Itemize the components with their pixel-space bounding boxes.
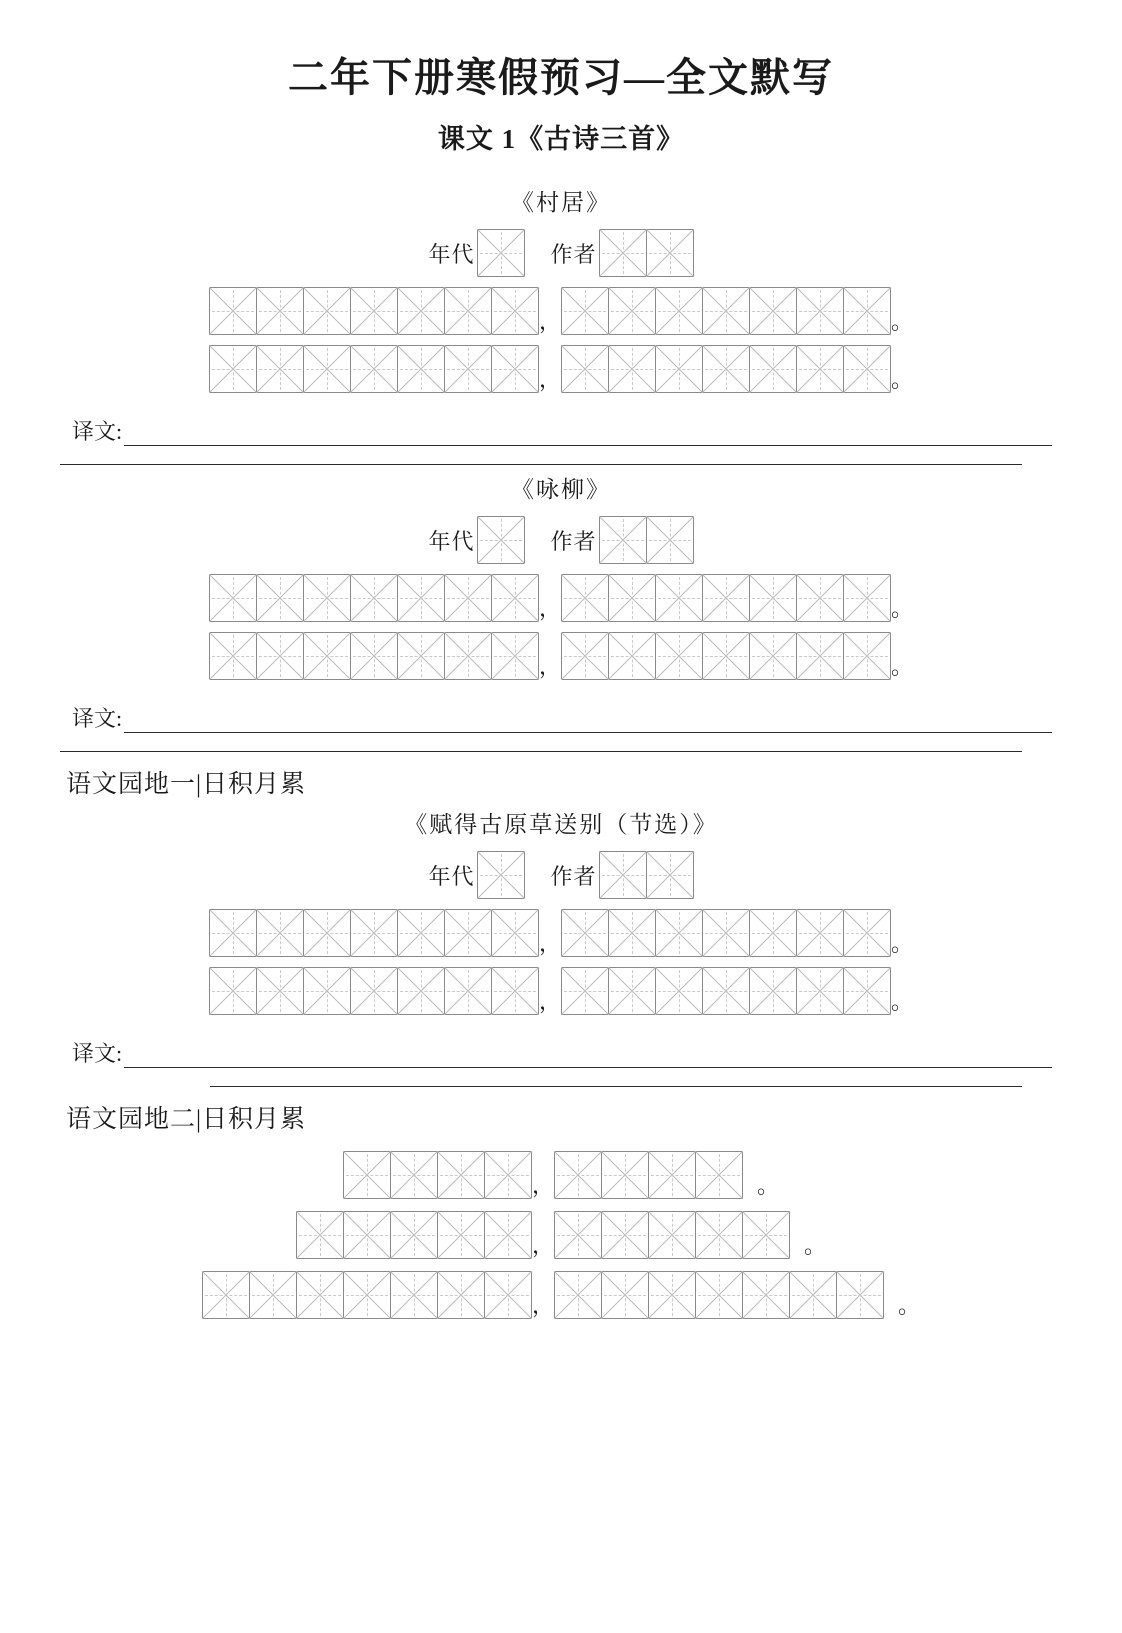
verse-cells-right[interactable] — [561, 287, 891, 335]
grid-cell[interactable] — [554, 1271, 602, 1319]
page-title: 二年下册寒假预习—全文默写 — [288, 55, 834, 100]
grid-cell[interactable] — [444, 287, 492, 335]
translation-input[interactable] — [124, 710, 1052, 733]
grid-cell[interactable] — [655, 967, 703, 1015]
grid-cell[interactable] — [249, 1271, 297, 1319]
grid-cell[interactable] — [209, 909, 257, 957]
verse-cells-left[interactable] — [209, 345, 539, 393]
grid-cell[interactable] — [256, 345, 304, 393]
grid-cell[interactable] — [491, 632, 539, 680]
grid-cell[interactable] — [343, 1151, 391, 1199]
grid-cell[interactable] — [749, 287, 797, 335]
grid-cell[interactable] — [648, 1211, 696, 1259]
grid-cell[interactable] — [256, 967, 304, 1015]
comma-mark: ， — [532, 1173, 555, 1198]
grid-cell[interactable] — [437, 1271, 485, 1319]
grid-cell[interactable] — [561, 632, 609, 680]
grid-cell[interactable] — [843, 967, 891, 1015]
grid-cell[interactable] — [209, 345, 257, 393]
grid-cell[interactable] — [655, 345, 703, 393]
grid-cell[interactable] — [296, 1271, 344, 1319]
page-subtitle: 课文 1《古诗三首》 — [437, 124, 685, 154]
verse-row — [60, 1271, 1062, 1319]
grid-cell[interactable] — [608, 574, 656, 622]
grid-cell[interactable] — [477, 516, 525, 564]
grid-cell[interactable] — [209, 287, 257, 335]
grid-cell[interactable] — [843, 287, 891, 335]
grid-cell[interactable] — [484, 1211, 532, 1259]
translation-input[interactable] — [124, 423, 1052, 446]
section-yuandi-1 — [60, 764, 1062, 1087]
grid-cell[interactable] — [702, 287, 750, 335]
grid-cell[interactable] — [554, 1151, 602, 1199]
grid-cell[interactable] — [444, 574, 492, 622]
grid-cell[interactable] — [202, 1271, 250, 1319]
period-mark: 。 — [891, 596, 914, 621]
author-label: 作者 — [550, 241, 597, 267]
verse-row — [60, 1151, 1062, 1199]
grid-cell[interactable] — [836, 1271, 884, 1319]
grid-cell[interactable] — [397, 574, 445, 622]
section-cunju — [60, 184, 1062, 465]
grid-cell[interactable] — [843, 574, 891, 622]
comma-mark: ， — [532, 1293, 555, 1318]
grid-cell[interactable] — [796, 574, 844, 622]
grid-cell[interactable] — [390, 1151, 438, 1199]
verse-cells-right[interactable] — [561, 967, 891, 1015]
author-label: 作者 — [550, 528, 597, 554]
unit-heading: 语文园地二|日积月累 — [66, 1106, 307, 1133]
translation-row — [60, 702, 1062, 733]
grid-cell[interactable] — [843, 632, 891, 680]
grid-cell[interactable] — [397, 909, 445, 957]
comma-mark: ， — [532, 1233, 555, 1258]
grid-cell[interactable] — [648, 1151, 696, 1199]
grid-cell[interactable] — [303, 967, 351, 1015]
grid-cell[interactable] — [303, 909, 351, 957]
era-group — [428, 851, 524, 899]
era-label: 年代 — [428, 863, 475, 889]
era-label: 年代 — [428, 241, 475, 267]
comma-mark: ， — [539, 654, 562, 679]
grid-cell[interactable] — [655, 574, 703, 622]
period-mark: 。 — [891, 654, 914, 679]
grid-cell[interactable] — [655, 287, 703, 335]
grid-cell[interactable] — [749, 632, 797, 680]
worksheet-page — [0, 46, 1122, 1633]
grid-cell[interactable] — [695, 1151, 743, 1199]
grid-cell[interactable] — [601, 1211, 649, 1259]
grid-cell[interactable] — [702, 574, 750, 622]
verse-row — [60, 967, 1062, 1015]
grid-cell[interactable] — [209, 632, 257, 680]
author-label: 作者 — [550, 863, 597, 889]
grid-cell[interactable] — [477, 229, 525, 277]
verse-row — [60, 345, 1062, 393]
author-cells[interactable] — [599, 851, 694, 899]
grid-cell[interactable] — [789, 1271, 837, 1319]
translation-label: 译文: — [72, 419, 123, 444]
grid-cell[interactable] — [599, 229, 647, 277]
verse-row — [60, 632, 1062, 680]
grid-cell[interactable] — [209, 574, 257, 622]
grid-cell[interactable] — [256, 574, 304, 622]
section-divider — [60, 751, 1022, 752]
verse-cells-right[interactable] — [561, 632, 891, 680]
grid-cell[interactable] — [256, 287, 304, 335]
grid-cell[interactable] — [796, 287, 844, 335]
verse-row — [60, 574, 1062, 622]
grid-cell[interactable] — [608, 632, 656, 680]
verse-row — [60, 909, 1062, 957]
grid-cell[interactable] — [702, 345, 750, 393]
translation-label: 译文: — [72, 706, 123, 731]
era-group — [428, 229, 524, 277]
verse-cells-left[interactable] — [209, 287, 539, 335]
grid-cell[interactable] — [350, 909, 398, 957]
section-divider — [210, 1086, 1022, 1087]
grid-cell[interactable] — [397, 345, 445, 393]
grid-cell[interactable] — [397, 287, 445, 335]
grid-cell[interactable] — [796, 345, 844, 393]
poem-title: 《村居》 — [511, 190, 611, 215]
author-group — [551, 516, 694, 564]
verse-cells-left[interactable] — [209, 967, 539, 1015]
era-cells[interactable] — [477, 229, 525, 277]
grid-cell[interactable] — [296, 1211, 344, 1259]
grid-cell[interactable] — [742, 1271, 790, 1319]
grid-cell[interactable] — [350, 287, 398, 335]
grid-cell[interactable] — [256, 909, 304, 957]
comma-mark: ， — [539, 931, 562, 956]
translation-row — [60, 415, 1062, 446]
author-cells[interactable] — [599, 229, 694, 277]
comma-mark: ， — [539, 367, 562, 392]
grid-cell[interactable] — [491, 909, 539, 957]
grid-cell[interactable] — [444, 967, 492, 1015]
grid-cell[interactable] — [477, 851, 525, 899]
grid-cell[interactable] — [646, 851, 694, 899]
era-cells[interactable] — [477, 516, 525, 564]
grid-cell[interactable] — [843, 345, 891, 393]
verse-cells-right[interactable] — [554, 1151, 743, 1199]
grid-cell[interactable] — [561, 345, 609, 393]
grid-cell[interactable] — [749, 574, 797, 622]
grid-cell[interactable] — [444, 345, 492, 393]
comma-mark: ， — [539, 309, 562, 334]
comma-mark: ， — [539, 989, 562, 1014]
verse-cells-right[interactable] — [561, 909, 891, 957]
grid-cell[interactable] — [256, 632, 304, 680]
grid-cell[interactable] — [608, 345, 656, 393]
section-yongliu — [60, 471, 1062, 752]
section-yuandi-2 — [60, 1099, 1062, 1319]
grid-cell[interactable] — [444, 909, 492, 957]
grid-cell[interactable] — [702, 967, 750, 1015]
grid-cell[interactable] — [397, 967, 445, 1015]
grid-cell[interactable] — [655, 632, 703, 680]
meta-row — [60, 851, 1062, 899]
verse-cells-left[interactable] — [343, 1151, 532, 1199]
period-mark: 。 — [891, 989, 914, 1014]
grid-cell[interactable] — [796, 909, 844, 957]
meta-row — [60, 229, 1062, 277]
verse-cells-left[interactable] — [209, 632, 539, 680]
grid-cell[interactable] — [303, 287, 351, 335]
grid-cell[interactable] — [702, 632, 750, 680]
verse-cells-right[interactable] — [561, 574, 891, 622]
grid-cell[interactable] — [491, 345, 539, 393]
verse-row — [60, 1211, 1062, 1259]
translation-input[interactable] — [124, 1045, 1052, 1068]
verse-row — [60, 287, 1062, 335]
period-mark: 。 — [891, 931, 914, 956]
author-cells[interactable] — [599, 516, 694, 564]
period-mark: 。 — [891, 309, 914, 334]
grid-cell[interactable] — [491, 574, 539, 622]
grid-cell[interactable] — [343, 1211, 391, 1259]
grid-cell[interactable] — [608, 967, 656, 1015]
grid-cell[interactable] — [303, 574, 351, 622]
grid-cell[interactable] — [648, 1271, 696, 1319]
grid-cell[interactable] — [437, 1211, 485, 1259]
grid-cell[interactable] — [390, 1211, 438, 1259]
grid-cell[interactable] — [601, 1151, 649, 1199]
period-mark: 。 — [757, 1173, 780, 1198]
grid-cell[interactable] — [695, 1271, 743, 1319]
grid-cell[interactable] — [350, 967, 398, 1015]
comma-mark: ， — [539, 596, 562, 621]
meta-row — [60, 516, 1062, 564]
grid-cell[interactable] — [796, 967, 844, 1015]
translation-row — [60, 1037, 1062, 1068]
verse-cells-right[interactable] — [554, 1271, 884, 1319]
grid-cell[interactable] — [655, 909, 703, 957]
verse-cells-right[interactable] — [554, 1211, 790, 1259]
grid-cell[interactable] — [491, 287, 539, 335]
grid-cell[interactable] — [601, 1271, 649, 1319]
grid-cell[interactable] — [796, 632, 844, 680]
grid-cell[interactable] — [390, 1271, 438, 1319]
verse-cells-right[interactable] — [561, 345, 891, 393]
verse-cells-left[interactable] — [202, 1271, 532, 1319]
grid-cell[interactable] — [561, 574, 609, 622]
period-mark: 。 — [891, 367, 914, 392]
grid-cell[interactable] — [350, 574, 398, 622]
grid-cell[interactable] — [343, 1271, 391, 1319]
unit-heading: 语文园地一|日积月累 — [66, 771, 307, 798]
era-cells[interactable] — [477, 851, 525, 899]
grid-cell[interactable] — [749, 967, 797, 1015]
grid-cell[interactable] — [599, 851, 647, 899]
grid-cell[interactable] — [695, 1211, 743, 1259]
grid-cell[interactable] — [484, 1271, 532, 1319]
grid-cell[interactable] — [303, 345, 351, 393]
grid-cell[interactable] — [608, 287, 656, 335]
grid-cell[interactable] — [491, 967, 539, 1015]
grid-cell[interactable] — [561, 287, 609, 335]
grid-cell[interactable] — [484, 1151, 532, 1199]
period-mark: 。 — [804, 1233, 827, 1258]
grid-cell[interactable] — [646, 229, 694, 277]
author-group — [551, 229, 694, 277]
section-divider — [60, 464, 1022, 465]
verse-cells-left[interactable] — [296, 1211, 532, 1259]
grid-cell[interactable] — [599, 516, 647, 564]
grid-cell[interactable] — [702, 909, 750, 957]
grid-cell[interactable] — [608, 909, 656, 957]
era-group — [428, 516, 524, 564]
grid-cell[interactable] — [561, 909, 609, 957]
grid-cell[interactable] — [749, 909, 797, 957]
period-mark: 。 — [898, 1293, 921, 1318]
grid-cell[interactable] — [646, 516, 694, 564]
grid-cell[interactable] — [209, 967, 257, 1015]
grid-cell[interactable] — [350, 345, 398, 393]
poem-title: 《赋得古原草送别（节选）》 — [404, 812, 718, 837]
grid-cell[interactable] — [742, 1211, 790, 1259]
verse-cells-left[interactable] — [209, 909, 539, 957]
grid-cell[interactable] — [303, 632, 351, 680]
author-group — [551, 851, 694, 899]
grid-cell[interactable] — [444, 632, 492, 680]
poem-title: 《咏柳》 — [511, 477, 611, 502]
era-label: 年代 — [428, 528, 475, 554]
verse-cells-left[interactable] — [209, 574, 539, 622]
grid-cell[interactable] — [843, 909, 891, 957]
translation-label: 译文: — [72, 1041, 123, 1066]
grid-cell[interactable] — [561, 967, 609, 1015]
grid-cell[interactable] — [749, 345, 797, 393]
grid-cell[interactable] — [350, 632, 398, 680]
grid-cell[interactable] — [437, 1151, 485, 1199]
grid-cell[interactable] — [397, 632, 445, 680]
grid-cell[interactable] — [554, 1211, 602, 1259]
